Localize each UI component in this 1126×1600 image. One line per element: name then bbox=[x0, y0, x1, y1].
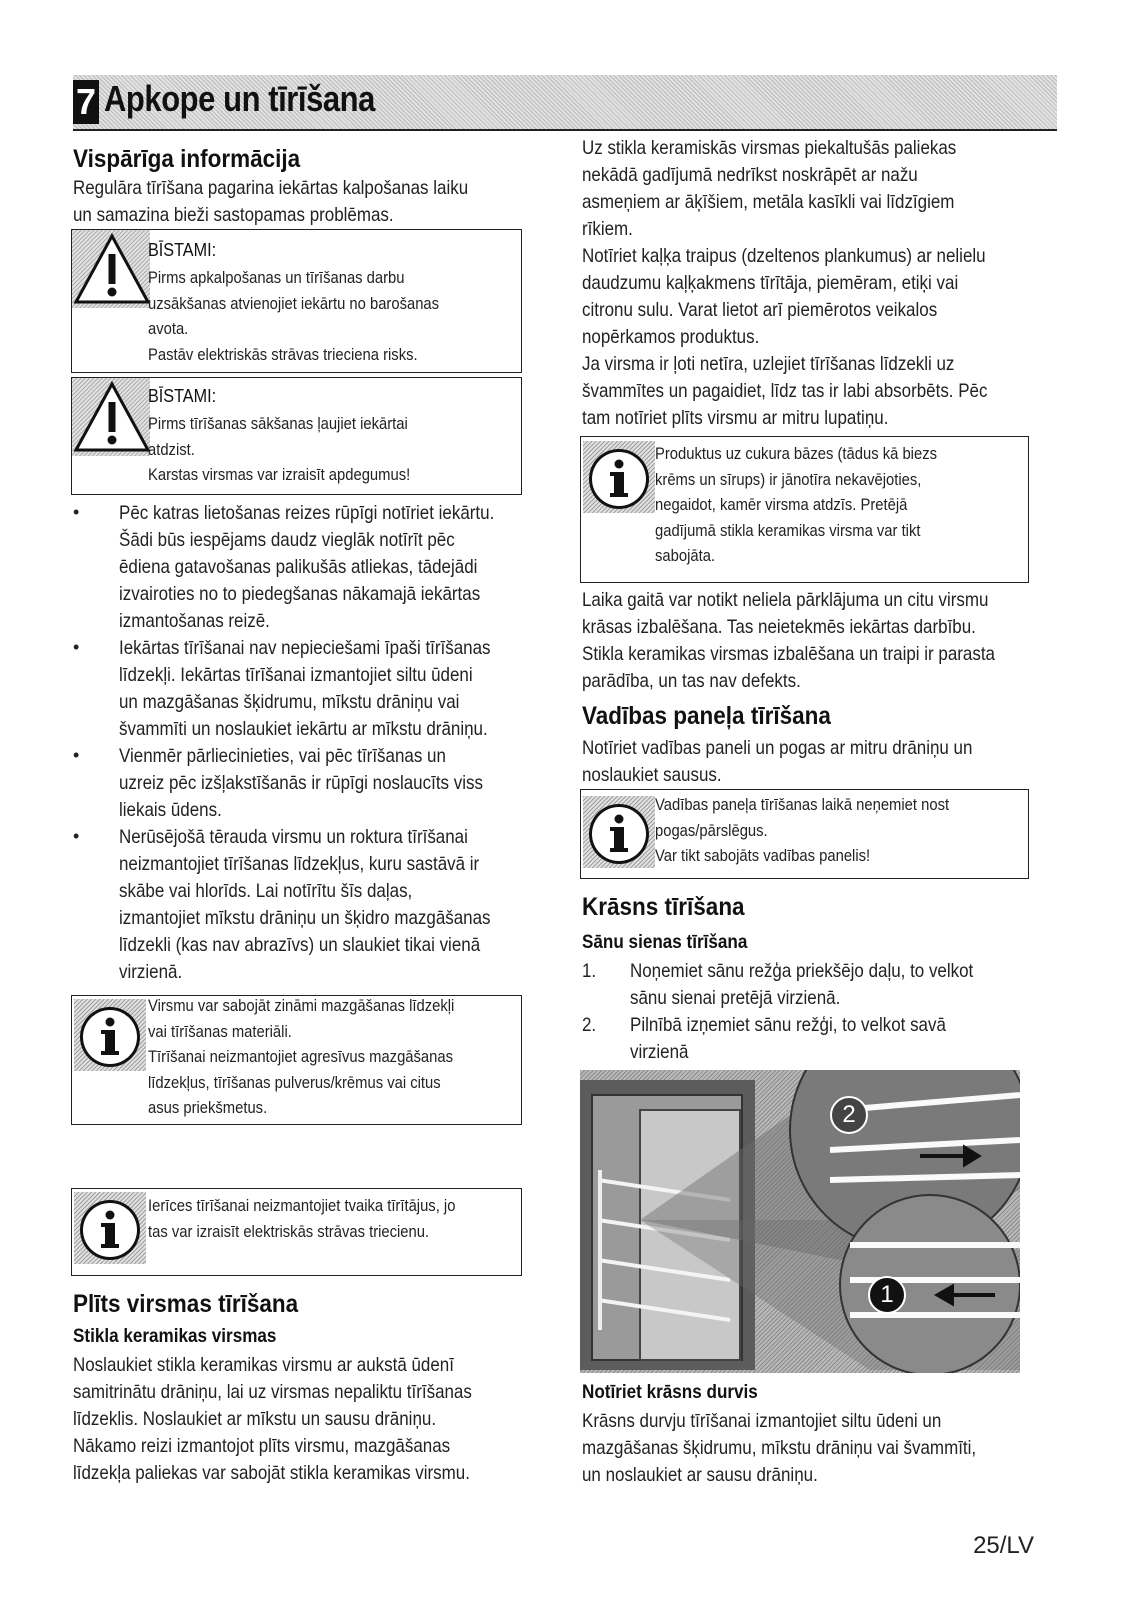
text-line: Šādi būs iespējams daudz vieglāk notīrīt pēc bbox=[119, 529, 455, 551]
text-line: Nerūsējošā tērauda virsmu un roktura tīrīšanai bbox=[119, 826, 468, 848]
text-line: atdzist. bbox=[148, 439, 195, 459]
text-line: izmantojiet mīkstu drāniņu un šķidro mazgāšanas bbox=[119, 907, 491, 929]
text-line: Uz stikla keramiskās virsmas piekaltušās paliekas bbox=[582, 137, 957, 159]
text-line: līdzekļus, tīrīšanas pulverus/krēmus vai citus bbox=[148, 1072, 441, 1092]
text-line: izvairoties no to piedegšanas nākamajā iekārtas bbox=[119, 583, 481, 605]
oven-side-rack-illustration bbox=[580, 1070, 1020, 1373]
section-number: 7 bbox=[73, 80, 99, 124]
section-title: Apkope un tīrīšana bbox=[104, 78, 375, 119]
list-item bbox=[582, 958, 1042, 1012]
step-number: 1. bbox=[582, 960, 597, 982]
control-panel-text bbox=[582, 735, 972, 789]
general-intro bbox=[73, 175, 468, 229]
text-line: Ierīces tīrīšanai neizmantojiet tvaika tīrītājus, jo bbox=[148, 1196, 456, 1215]
page-number: 25/LV bbox=[973, 1532, 1034, 1559]
text-line: Notīriet vadības paneli un pogas ar mitru drāniņu un bbox=[582, 737, 973, 759]
text-line: Noņemiet sānu režģa priekšējo daļu, to velkot bbox=[630, 960, 974, 982]
callout-number-2: 2 bbox=[830, 1096, 868, 1134]
text-line: Virsmu var sabojāt zināmi mazgāšanas līdzekļi bbox=[148, 996, 455, 1015]
heading-control-panel: Vadības paneļa tīrīšana bbox=[582, 702, 831, 730]
text-line: sabojāta. bbox=[655, 546, 716, 565]
info-box-materials bbox=[71, 995, 522, 1125]
text-line: uzreiz pēc izšļakstīšanās ir rūpīgi noslaucīts viss bbox=[119, 772, 483, 794]
text-line: negaidot, kamēr virsma atdzīs. Pretējā bbox=[655, 495, 908, 514]
text-line: līdzeklis. Noslaukiet ar mīkstu un sausu drāniņu. bbox=[73, 1408, 437, 1430]
text-line: nekādā gadījumā nedrīkst noskrāpēt ar nažu bbox=[582, 164, 918, 186]
text-line: un noslaukiet ar sausu drāniņu. bbox=[582, 1464, 818, 1486]
text-line: un mazgāšanas šķidrumu, mīkstu drāniņu vai bbox=[119, 691, 460, 713]
text-line: krāsas izbalēšana. Tas neietekmēs iekārtas darbību. bbox=[582, 616, 976, 638]
text-line: izmantošanas reizē. bbox=[119, 610, 270, 632]
text-line: nopērkamos produktus. bbox=[582, 326, 760, 348]
warning-text bbox=[148, 265, 439, 367]
oven-interior-drawing bbox=[580, 1070, 1020, 1373]
text-line: Regulāra tīrīšana pagarina iekārtas kalpošanas laiku bbox=[73, 177, 469, 199]
text-line: Pēc katras lietošanas reizes rūpīgi notīriet iekārtu. bbox=[119, 502, 495, 524]
subheading-side-walls: Sānu sienas tīrīšana bbox=[582, 932, 748, 953]
text-line: parādība, un tas nav defekts. bbox=[582, 670, 801, 692]
text-line: Stikla keramikas virsmas izbalēšana un traipi ir parasta bbox=[582, 643, 995, 665]
list-item: • Nerūsējošā tērauda virsmu un roktura tīrīšanai neizmantojiet tīrīšanas līdzekļus, kuru sastāvā ir skābe vai hlorīds. Lai notīrītu šīs daļas, izmantojiet mīkstu drāniņu un šķidro mazgāšanas līdzekli (kas nav abrazīvs) un slaukiet tikai vienā virzienā. bbox=[73, 824, 553, 986]
text-line: Notīriet kaļķa traipus (dzeltenos plankumus) ar nelielu bbox=[582, 245, 986, 267]
warning-box-hot bbox=[71, 377, 522, 495]
text-line: Pirms tīrīšanas sākšanas ļaujiet iekārtai bbox=[148, 414, 408, 433]
heading-general-info: Vispārīga informācija bbox=[73, 145, 301, 173]
warning-triangle-icon bbox=[72, 378, 150, 456]
info-text bbox=[655, 441, 937, 569]
subheading-glass-ceramic: Stikla keramikas virsmas bbox=[73, 1326, 277, 1347]
steps-list bbox=[582, 958, 1042, 1066]
text-line: švammīti un noslaukiet iekārtu ar mīkstu drāniņu. bbox=[119, 718, 488, 740]
text-line: gadījumā stikla keramikas virsma var tikt bbox=[655, 520, 921, 540]
text-line: virzienā bbox=[630, 1041, 689, 1063]
text-line: liekais ūdens. bbox=[119, 799, 222, 821]
text-line: krēms un sīrups) ir jānotīra nekavējoties, bbox=[655, 469, 922, 489]
text-line: vai tīrīšanas materiāli. bbox=[148, 1021, 292, 1041]
heading-oven-cleaning: Krāsns tīrīšana bbox=[582, 893, 745, 921]
text-line: mazgāšanas šķidrumu, mīkstu drāniņu vai švammīti, bbox=[582, 1437, 977, 1459]
warning-title: BĪSTAMI: bbox=[148, 240, 217, 260]
text-line: asmeņiem ar āķīšiem, metāla kasīkli vai līdzīgiem bbox=[582, 191, 955, 213]
text-line: Produktus uz cukura bāzes (tādus kā biezs bbox=[655, 444, 937, 463]
text-line: Nākamo reizi izmantojot plīts virsmu, mazgāšanas bbox=[73, 1435, 451, 1457]
text-line: pogas/pārslēgus. bbox=[655, 820, 768, 840]
text-line: līdzekļa paliekas var sabojāt stikla keramikas virsmu. bbox=[73, 1462, 470, 1484]
info-icon bbox=[583, 796, 655, 868]
fading-text bbox=[582, 587, 995, 695]
info-box-knobs bbox=[580, 789, 1029, 879]
text-line: tam notīriet plīts virsmu ar mitru lupatiņu. bbox=[582, 407, 889, 429]
step-number: 2. bbox=[582, 1014, 597, 1036]
info-icon bbox=[583, 441, 655, 513]
text-line: līdzekli (kas nav abrazīvs) un slaukiet tikai vienā bbox=[119, 934, 481, 956]
text-line: tas var izraisīt elektriskās strāvas triecienu. bbox=[148, 1221, 430, 1241]
list-item: • Vienmēr pārliecinieties, vai pēc tīrīšanas un uzreiz pēc izšļakstīšanās ir rūpīgi noslaucīts viss liekais ūdens. bbox=[73, 743, 553, 824]
text-line: Var tikt sabojāts vadības panelis! bbox=[655, 846, 871, 865]
text-line: Laika gaitā var notikt neliela pārklājuma un citu virsmu bbox=[582, 589, 989, 611]
text-line: Iekārtas tīrīšanai nav nepieciešami īpaši tīrīšanas bbox=[119, 637, 491, 659]
text-line: avota. bbox=[148, 319, 189, 338]
text-line: Noslaukiet stikla keramikas virsmu ar aukstā ūdenī bbox=[73, 1354, 454, 1376]
heading-oven-door: Notīriet krāsns durvis bbox=[582, 1382, 758, 1403]
text-line: un samazina bieži sastopamas problēmas. bbox=[73, 204, 394, 226]
oven-door-text bbox=[582, 1408, 976, 1489]
text-line: ēdiena gatavošanas palikušās atliekas, tādejādi bbox=[119, 556, 478, 578]
heading-hob-cleaning: Plīts virsmas tīrīšana bbox=[73, 1290, 299, 1318]
info-icon bbox=[74, 1192, 146, 1264]
text-line: sānu sienai pretējā virzienā. bbox=[630, 987, 841, 1009]
info-box-steam bbox=[71, 1188, 522, 1276]
callout-number-1: 1 bbox=[868, 1276, 906, 1314]
info-box-sugar bbox=[580, 436, 1029, 583]
text-line: virzienā. bbox=[119, 961, 183, 983]
text-line: uzsākšanas atvienojiet iekārtu no barošanas bbox=[148, 293, 440, 313]
text-line: Ja virsma ir ļoti netīra, uzlejiet tīrīšanas līdzekli uz bbox=[582, 353, 955, 375]
text-line: skābe vai hlorīds. Lai notīrītu šīs daļas, bbox=[119, 880, 413, 902]
hob-text bbox=[73, 1352, 472, 1487]
text-line: asus priekšmetus. bbox=[148, 1098, 268, 1117]
warning-box-electric bbox=[71, 229, 522, 373]
text-line: Krāsns durvju tīrīšanai izmantojiet siltu ūdeni un bbox=[582, 1410, 942, 1432]
text-line: rīkiem. bbox=[582, 218, 633, 240]
text-line: Tīrīšanai neizmantojiet agresīvus mazgāšanas bbox=[148, 1047, 453, 1066]
info-text bbox=[655, 792, 949, 869]
text-line: Pastāv elektriskās strāvas trieciena risks. bbox=[148, 344, 418, 364]
text-line: citronu sulu. Varat lietot arī piemērotos veikalos bbox=[582, 299, 938, 321]
text-line: Karstas virsmas var izraisīt apdegumus! bbox=[148, 465, 411, 484]
text-line: samitrinātu drāniņu, lai uz virsmas nepaliktu tīrīšanas bbox=[73, 1381, 472, 1403]
text-line: līdzekļi. Iekārtas tīrīšanai izmantojiet siltu ūdeni bbox=[119, 664, 473, 686]
text-line: Pirms apkalpošanas un tīrīšanas darbu bbox=[148, 268, 405, 287]
text-line: noslaukiet sausus. bbox=[582, 764, 722, 786]
warning-triangle-icon bbox=[72, 230, 150, 308]
warning-text bbox=[148, 411, 410, 488]
text-line: Vadības paneļa tīrīšanas laikā neņemiet nost bbox=[655, 795, 950, 814]
info-icon bbox=[74, 999, 146, 1071]
text-line: daudzumu kaļķakmens tīrītāja, piemēram, etiķi vai bbox=[582, 272, 959, 294]
warning-title: BĪSTAMI: bbox=[148, 386, 217, 406]
info-text bbox=[148, 1193, 455, 1244]
text-line: Vienmēr pārliecinieties, vai pēc tīrīšanas un bbox=[119, 745, 446, 767]
glass-ceramic-text bbox=[582, 135, 987, 432]
text-line: neizmantojiet tīrīšanas līdzekļus, kuru sastāvā ir bbox=[119, 853, 480, 875]
list-item: • Pēc katras lietošanas reizes rūpīgi notīriet iekārtu. Šādi būs iespējams daudz vieglāk notīrīt pēc ēdiena gatavošanas palikušās atliekas, tādejādi izvairoties no to piedegšanas nākamajā iekārtas izmantošanas reizē. bbox=[73, 500, 553, 635]
list-item bbox=[582, 1012, 1042, 1066]
text-line: Pilnībā izņemiet sānu režģi, to velkot savā bbox=[630, 1014, 946, 1036]
list-item: • Iekārtas tīrīšanai nav nepieciešami īpaši tīrīšanas līdzekļi. Iekārtas tīrīšanai izmantojiet siltu ūdeni un mazgāšanas šķidrumu, mīkstu drāniņu vai švammīti un noslaukiet iekārtu ar mīkstu drāniņu. bbox=[73, 635, 553, 743]
text-line: švammītes un pagaidiet, līdz tas ir labi absorbēts. Pēc bbox=[582, 380, 988, 402]
bullet-list bbox=[73, 500, 553, 986]
info-text bbox=[148, 993, 454, 1121]
